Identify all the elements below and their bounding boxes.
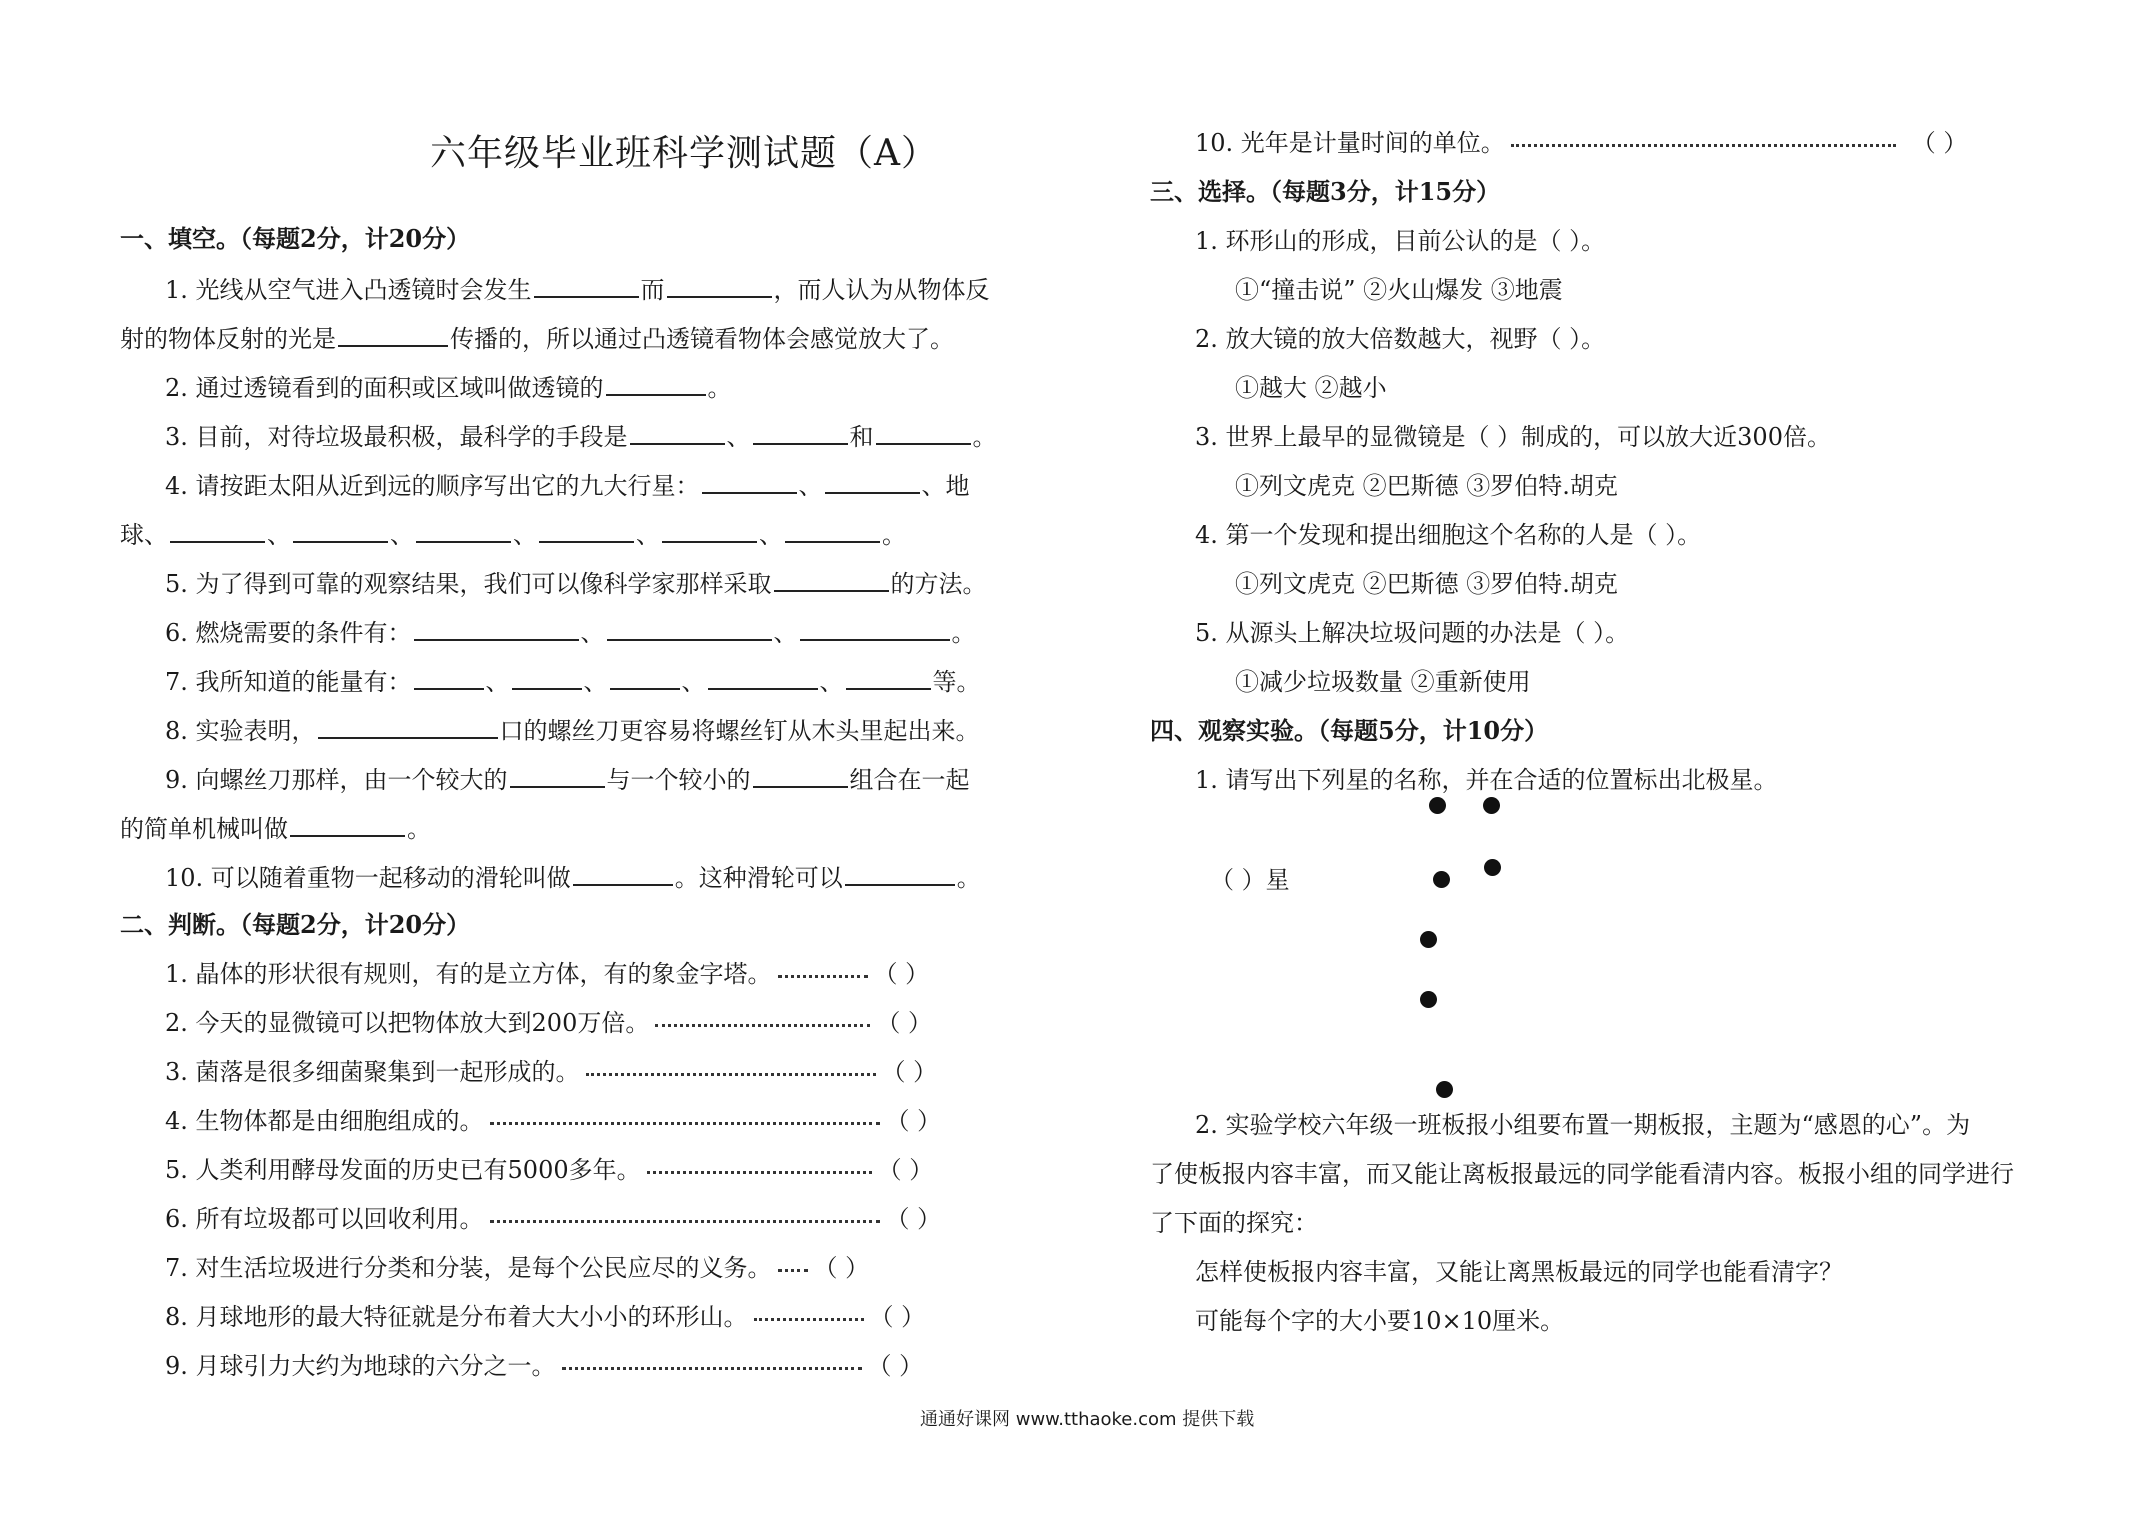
answer-blank[interactable]: [338, 321, 448, 347]
answer-paren[interactable]: （ ）: [885, 1107, 942, 1135]
observe-q1: 1. 请写出下列星的名称，并在合适的位置标出北极星。: [1195, 766, 1778, 794]
leader-dots: [586, 1057, 876, 1076]
judge-item-8: 8. 月球地形的最大特征就是分布着大大小小的环形山。 （ ）: [165, 1303, 926, 1331]
star-dot: [1484, 859, 1501, 876]
answer-blank[interactable]: [170, 517, 265, 543]
answer-blank[interactable]: [512, 664, 582, 690]
answer-blank[interactable]: [846, 664, 931, 690]
choice-q5-options[interactable]: ①减少垃圾数量 ②重新使用: [1235, 668, 1531, 696]
judge-item-2: 2. 今天的显微镜可以把物体放大到200万倍。 （ ）: [165, 1009, 932, 1037]
answer-blank[interactable]: [753, 762, 848, 788]
answer-paren[interactable]: （ ）: [869, 1303, 926, 1331]
choice-q1-options[interactable]: ①“撞击说” ②火山爆发 ③地震: [1235, 276, 1563, 304]
answer-blank[interactable]: [573, 860, 673, 886]
page-title: 六年级毕业班科学测试题（A）: [430, 133, 938, 174]
section4-heading: 四、观察实验。（每题5分，计10分）: [1150, 716, 1549, 745]
observe-q2-line3: 了下面的探究：: [1150, 1209, 1318, 1237]
fill-q9-line1: 9. 向螺丝刀那样，由一个较大的 与一个较小的 组合在一起: [165, 762, 970, 796]
observe-q2-line1: 2. 实验学校六年级一班板报小组要布置一期板报，主题为“感恩的心”。为: [1195, 1111, 1971, 1139]
answer-blank[interactable]: [539, 517, 634, 543]
leader-dots: [778, 1253, 808, 1272]
answer-blank[interactable]: [708, 664, 818, 690]
leader-dots: [754, 1302, 864, 1321]
answer-blank[interactable]: [774, 566, 889, 592]
answer-blank[interactable]: [702, 468, 797, 494]
judge-item-10: 10. 光年是计量时间的单位。 （ ）: [1195, 129, 1968, 157]
star-dot: [1420, 931, 1437, 948]
answer-blank[interactable]: [845, 860, 955, 886]
judge-item-3: 3. 菌落是很多细菌聚集到一起形成的。 （ ）: [165, 1058, 938, 1086]
star-dot: [1433, 871, 1450, 888]
fill-q10: 10. 可以随着重物一起移动的滑轮叫做 。这种滑轮可以 。: [165, 860, 981, 894]
star-name-blank[interactable]: （ ）星: [1210, 866, 1290, 894]
observe-q2-line5: 可能每个字的大小要10×10厘米。: [1195, 1307, 1565, 1335]
star-dot: [1483, 797, 1500, 814]
answer-blank[interactable]: [416, 517, 511, 543]
fill-q1-line1: 1. 光线从空气进入凸透镜时会发生 而 ，而人认为从物体反: [165, 272, 990, 306]
answer-blank[interactable]: [290, 811, 405, 837]
judge-item-1: 1. 晶体的形状很有规则，有的是立方体，有的象金字塔。 （ ）: [165, 960, 930, 988]
answer-blank[interactable]: [785, 517, 880, 543]
answer-blank[interactable]: [414, 615, 579, 641]
leader-dots: [490, 1204, 880, 1223]
answer-blank[interactable]: [606, 370, 706, 396]
fill-q1-line2: 射的物体反射的光是 传播的，所以通过凸透镜看物体会感觉放大了。: [120, 321, 954, 355]
observe-q2-line2: 了使板报内容丰富，而又能让离板报最远的同学能看清内容。板报小组的同学进行: [1150, 1160, 2014, 1188]
answer-paren[interactable]: （ ）: [876, 1009, 932, 1037]
leader-dots: [490, 1106, 880, 1125]
leader-dots: [778, 959, 868, 978]
answer-blank[interactable]: [667, 272, 772, 298]
leader-dots: [1511, 128, 1896, 147]
leader-dots: [647, 1155, 872, 1174]
answer-blank[interactable]: [825, 468, 920, 494]
choice-q2-options[interactable]: ①越大 ②越小: [1235, 374, 1387, 402]
choice-q3: 3. 世界上最早的显微镜是（ ）制成的，可以放大近300倍。: [1195, 423, 1831, 451]
answer-paren[interactable]: （ ）: [877, 1156, 934, 1184]
judge-item-5: 5. 人类利用酵母发面的历史已有5000多年。 （ ）: [165, 1156, 934, 1184]
answer-blank[interactable]: [510, 762, 605, 788]
choice-q1: 1. 环形山的形成，目前公认的是（ ）。: [1195, 227, 1606, 255]
fill-q9-line2: 的简单机械叫做 。: [120, 811, 431, 845]
fill-q2: 2. 通过透镜看到的面积或区域叫做透镜的 。: [165, 370, 732, 404]
choice-q4-options[interactable]: ①列文虎克 ②巴斯德 ③罗伯特.胡克: [1235, 570, 1618, 598]
section2-heading: 二、判断。（每题2分，计20分）: [120, 910, 471, 939]
footer-credit: 通通好课网 www.tthaoke.com 提供下载: [920, 1409, 1255, 1430]
star-dot: [1436, 1081, 1453, 1098]
observe-q2-line4: 怎样使板报内容丰富，又能让离黑板最远的同学也能看清字？: [1195, 1258, 1843, 1286]
fill-q4-line2: 球、 、 、 、 、 、 。: [120, 517, 906, 551]
leader-dots: [562, 1351, 862, 1370]
answer-blank[interactable]: [293, 517, 388, 543]
answer-blank[interactable]: [630, 419, 725, 445]
answer-blank[interactable]: [753, 419, 848, 445]
choice-q2: 2. 放大镜的放大倍数越大，视野（ ）。: [1195, 325, 1606, 353]
judge-item-6: 6. 所有垃圾都可以回收利用。 （ ）: [165, 1205, 942, 1233]
answer-blank[interactable]: [607, 615, 772, 641]
fill-q5: 5. 为了得到可靠的观察结果，我们可以像科学家那样采取 的方法。: [165, 566, 987, 600]
choice-q4: 4. 第一个发现和提出细胞这个名称的人是（ ）。: [1195, 521, 1702, 549]
star-dot: [1420, 991, 1437, 1008]
answer-blank[interactable]: [876, 419, 971, 445]
fill-q7: 7. 我所知道的能量有： 、 、 、 、 等。: [165, 664, 981, 698]
star-dot: [1429, 797, 1446, 814]
answer-paren[interactable]: （ ）: [867, 1352, 924, 1380]
fill-q8: 8. 实验表明， 口的螺丝刀更容易将螺丝钉从木头里起出来。: [165, 713, 980, 747]
leader-dots: [655, 1008, 870, 1027]
answer-blank[interactable]: [800, 615, 950, 641]
answer-paren[interactable]: （ ）: [1911, 129, 1968, 157]
answer-paren[interactable]: （ ）: [881, 1058, 938, 1086]
section3-heading: 三、选择。（每题3分，计15分）: [1150, 177, 1501, 206]
judge-item-4: 4. 生物体都是由细胞组成的。 （ ）: [165, 1107, 942, 1135]
judge-item-7: 7. 对生活垃圾进行分类和分装，是每个公民应尽的义务。 （ ）: [165, 1254, 870, 1282]
fill-q6: 6. 燃烧需要的条件有： 、 、 。: [165, 615, 976, 649]
fill-q4-line1: 4. 请按距太阳从近到远的顺序写出它的九大行星： 、 、地: [165, 468, 970, 502]
answer-blank[interactable]: [662, 517, 757, 543]
answer-blank[interactable]: [534, 272, 639, 298]
answer-blank[interactable]: [414, 664, 484, 690]
answer-blank[interactable]: [610, 664, 680, 690]
choice-q3-options[interactable]: ①列文虎克 ②巴斯德 ③罗伯特.胡克: [1235, 472, 1618, 500]
answer-paren[interactable]: （ ）: [873, 960, 930, 988]
answer-paren[interactable]: （ ）: [813, 1254, 870, 1282]
answer-paren[interactable]: （ ）: [885, 1205, 942, 1233]
fill-q3: 3. 目前，对待垃圾最积极，最科学的手段是 、 和 。: [165, 419, 997, 453]
answer-blank[interactable]: [318, 713, 498, 739]
choice-q5: 5. 从源头上解决垃圾问题的办法是（ ）。: [1195, 619, 1630, 647]
judge-item-9: 9. 月球引力大约为地球的六分之一。 （ ）: [165, 1352, 924, 1380]
section1-heading: 一、填空。（每题2分，计20分）: [120, 224, 471, 253]
